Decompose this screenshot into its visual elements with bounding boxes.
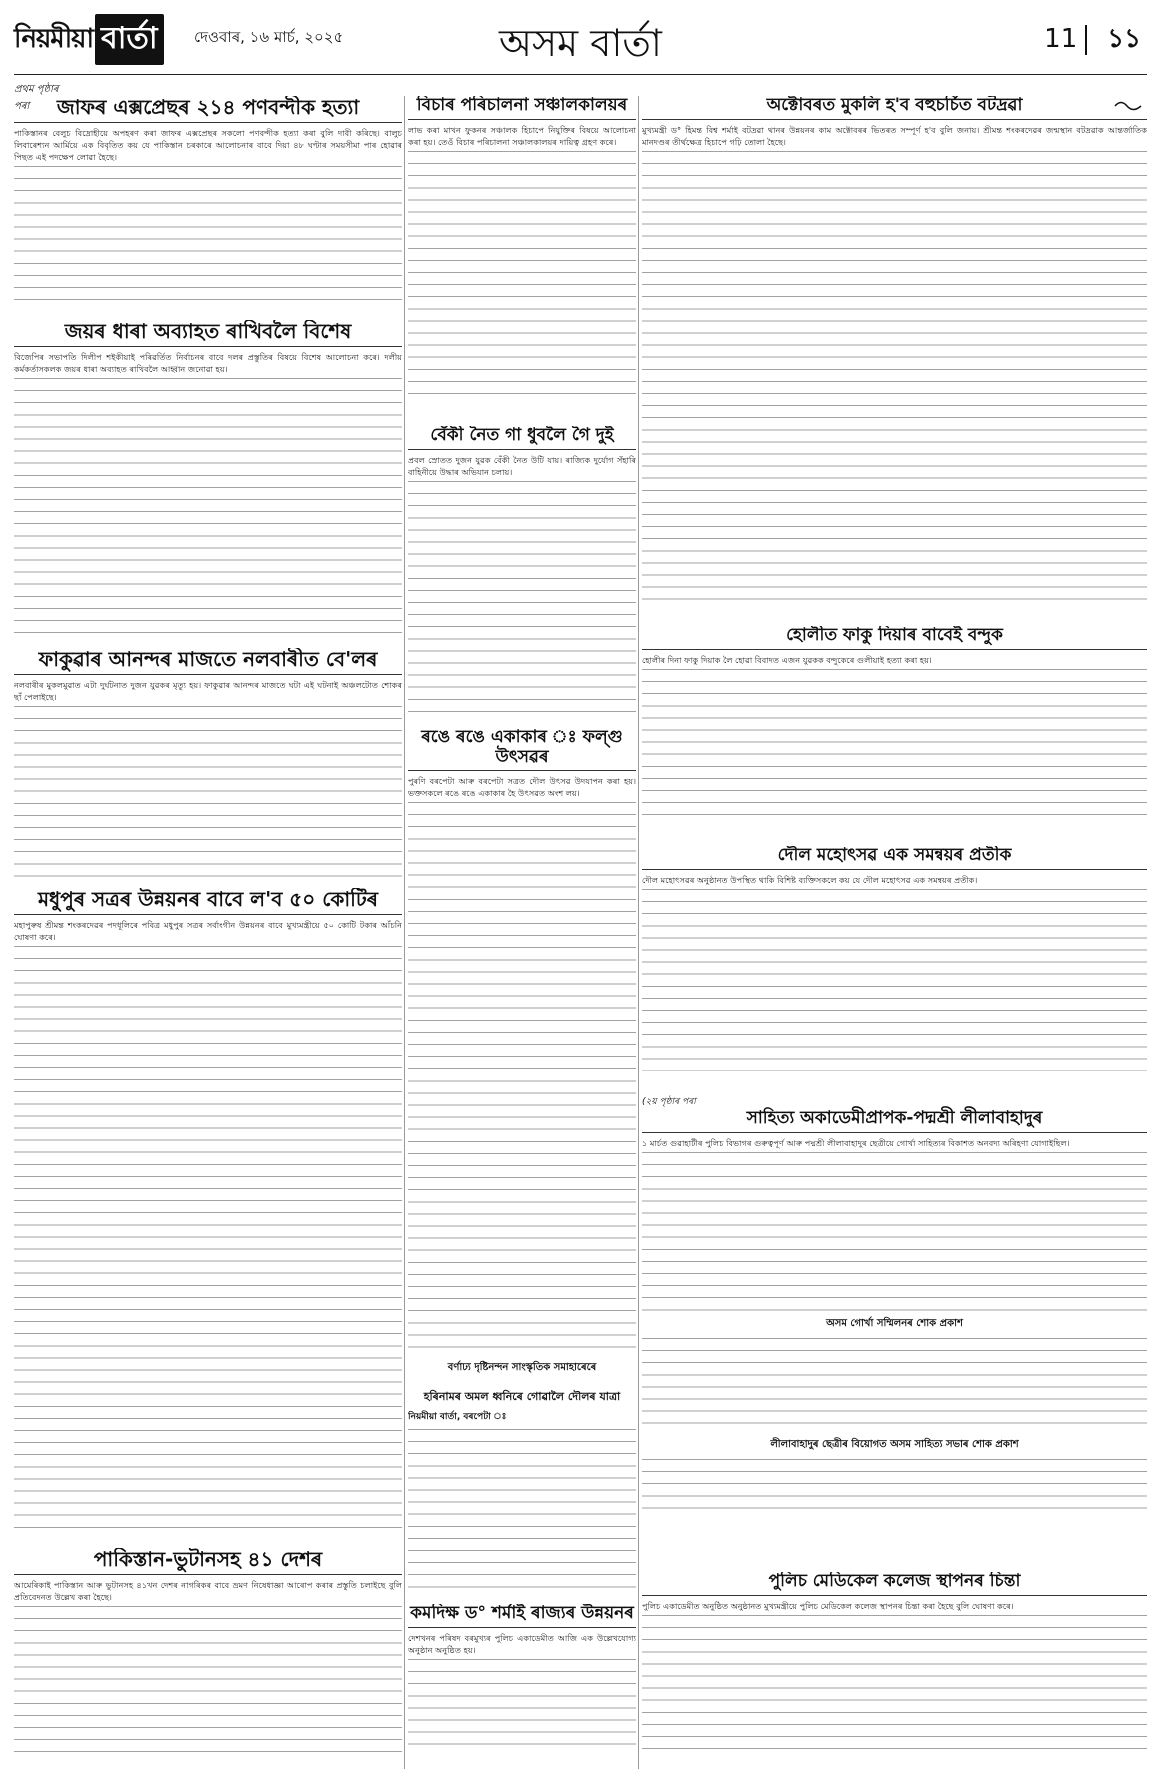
article-headline: জাফৰ এক্সপ্ৰেছৰ ২১৪ পণবন্দীক হত্যা: [14, 96, 402, 123]
byline: নিয়মীয়া বাৰ্তা, বৰপেটা ঃ: [408, 1412, 507, 1422]
article[interactable]: [14, 96, 402, 311]
article-headline: বেঁকী নৈত গা ধুবলৈ গৈ দুই: [408, 426, 636, 450]
article-text-lines: [642, 1335, 1147, 1435]
article-text-lines: [14, 375, 402, 635]
article-body: ১ মাৰ্চত গুৱাহাটীৰ পুলিচ বিভাগৰ গুৰুত্বপূৰ্ণ আৰু পদ্মশ্ৰী লীলাবাহাদুৰ ছেত্ৰীয়ে গোৰ্খা সাহিত্যৰ বিকাশত অনবদ্য অৰিহণা যোগাইছিল।: [642, 1137, 1070, 1148]
article-text-lines: [14, 1603, 402, 1763]
article-headline: কমদিক্ষ ড° শৰ্মাই ৰাজ্যৰ উন্নয়নৰ: [408, 1604, 636, 1628]
article-text-lines: [408, 1426, 636, 1596]
section-title: অসম বাৰ্তা: [499, 21, 662, 65]
article[interactable]: [642, 1572, 1147, 1764]
article-body: প্ৰবল স্ৰোতত দুজন যুৱক বেঁকী নৈত উটি যায়। ৰাজ্যিক দুৰ্যোগ সঁহাৰি বাহিনীয়ে উদ্ধাৰ অভিযান চলায়।: [408, 454, 636, 477]
article-text-lines: [642, 1149, 1147, 1314]
article-body: পুলিচ একাডেমীত অনুষ্ঠিত অনুষ্ঠানত মুখ্যমন্ত্ৰীয়ে পুলিচ মেডিকেল কলেজ স্থাপনৰ চিন্তা কৰা হৈছে বুলি ঘোষণা কৰে।: [642, 1600, 1014, 1611]
article[interactable]: [642, 626, 1147, 838]
article[interactable]: [408, 96, 636, 416]
article-headline: দৌল মহোৎসৱ এক সমন্বয়ৰ প্ৰতীক: [642, 846, 1147, 870]
article[interactable]: [408, 1386, 636, 1596]
article-text-lines: [408, 1656, 636, 1756]
article-body: বিজেপিৰ সভাপতি দিলীপ শইকীয়াই পৰিৱৰ্তিত নিৰ্বাচনৰ বাবে দলৰ প্ৰস্তুতিৰ বিষয়ে বিশেষ আলোচনা কৰে। দলীয় কৰ্মকৰ্তাসকলক জয়ৰ ধাৰা অব্যাহত ৰাখিবলৈ আহ্বান জনোৱা হয়।: [14, 352, 402, 375]
article-body: আমেৰিকাই পাকিস্তান আৰু ভুটানসহ ৪১খন দেশৰ নাগৰিকৰ বাবে ভ্ৰমণ নিষেধাজ্ঞা আৰোপ কৰাৰ প্ৰস্তুতি চলাইছে বুলি প্ৰতিবেদনত উল্লেখ কৰা হৈছে।: [14, 1580, 402, 1603]
article-body: লাভ কৰা মাখন ফুকনৰ সঞ্চালক হিচাপে নিযুক্তিৰ বিষয়ে আলোচনা কৰা হয়। তেওঁ বিচাৰ পৰিচালনা সঞ্চালকালয়ৰ দায়িত্ব গ্ৰহণ কৰে।: [408, 124, 636, 147]
article[interactable]: [14, 320, 402, 638]
subheading: বৰ্ণাঢ্য দৃষ্টিনন্দন সাংস্কৃতিক সমাহাৰেৰে: [447, 1362, 597, 1373]
column-divider: [404, 96, 405, 1769]
article-text-lines: [408, 478, 636, 713]
article[interactable]: [642, 846, 1147, 1086]
article-text-lines: [642, 886, 1147, 1071]
article[interactable]: [642, 96, 1147, 618]
masthead: [14, 0, 1147, 75]
article-body: পাকিস্তানৰ বেলুচ বিদ্ৰোহীয়ে অপহৰণ কৰা জাফৰ এক্সপ্ৰেছৰ সকলো পণবন্দীক হত্যা কৰা বুলি দাবী কৰিছে। বালুচ লিবাৰেশ্যন আৰ্মিয়ে এক বিবৃতিত কয় যে পাকিস্তান চৰকাৰে আলোচনাৰ বাবে দিয়া ৪৮ ঘণ্টাৰ সময়সীমা পাৰ হোৱাৰ পিছত এই পদক্ষেপ লোৱা হৈছে।: [14, 128, 402, 163]
article-body: পুৰণি বৰপেটা আৰু বৰপেটা সত্ৰত দৌল উৎসৱ উদযাপন কৰা হয়। ভক্তসকলে ৰঙে ৰঙে একাকাৰ হৈ উৎসৱত অংশ লয়।: [408, 776, 636, 799]
article-headline: হোলীত ফাকু দিয়াৰ বাবেই বন্দুক: [642, 626, 1147, 650]
continued-note: (২য় পৃষ্ঠাৰ পৰা: [642, 1097, 696, 1107]
subheading: লীলাবাহাদুৰ ছেত্ৰীৰ বিয়োগত অসম সাহিত্য সভাৰ শোক প্ৰকাশ: [770, 1438, 1019, 1450]
article-headline: পাকিস্তান-ভুটানসহ ৪১ দেশৰ: [14, 1548, 402, 1575]
article-body: দৌল মহোৎসৱৰ অনুষ্ঠানত উপস্থিত থাকি বিশিষ্ট ব্যক্তিসকলে কয় যে দৌল মহোৎসৱ এক সমন্বয়ৰ প্ৰতীক।: [642, 874, 978, 885]
article-text-lines: [14, 943, 402, 1538]
article-body: মুখ্যমন্ত্ৰী ড° হিমন্ত বিশ্ব শৰ্মাই বটদ্ৰৱা থানৰ উন্নয়নৰ কাম অক্টোবৰৰ ভিতৰত সম্পূৰ্ণ হ'ব বুলি জনায়। শ্ৰীমন্ত শংকৰদেৱৰ জন্মস্থান বটদ্ৰৱাক আন্তৰ্জাতিক মানদণ্ডৰ তীৰ্থক্ষেত্ৰ হিচাপে গঢ়ি তোলা হৈছে।: [642, 124, 1147, 147]
article[interactable]: [14, 648, 402, 880]
article-text-lines: [408, 148, 636, 398]
article-text-lines: [642, 1612, 1147, 1750]
article-headline: অক্টোবৰত মুকলি হ'ব বহুচৰ্চিত বটদ্ৰৱা: [642, 96, 1147, 120]
subheading: অসম গোৰ্খা সম্মিলনৰ শোক প্ৰকাশ: [826, 1317, 963, 1329]
column-3: [642, 96, 1147, 1769]
article-text-lines: [14, 703, 402, 878]
article[interactable]: [642, 1094, 1147, 1564]
issue-date: দেওবাৰ, ১৬ মাৰ্চ, ২০২৫: [194, 28, 344, 46]
logo-text-2: বার্তা: [95, 14, 164, 65]
article-body: নলবাৰীৰ মুকলমুৱাত এটা দুৰ্ঘটনাত দুজন যুৱকৰ মৃত্যু হয়। ফাকুৱাৰ আনন্দৰ মাজতে ঘটা এই ঘটনাই অঞ্চলটোত শোকৰ ছাঁ পেলাইছে।: [14, 680, 402, 703]
article-headline: মধুপুৰ সত্ৰৰ উন্নয়নৰ বাবে ল'ব ৫০ কোটিৰ: [14, 888, 402, 915]
page-number-assamese: ১১: [1107, 24, 1141, 54]
article-text-lines: [642, 148, 1147, 603]
article-body: দেশখনৰ পৰিষদ বৰমুখ্যৰ পুলিচ একাডেমীত আজি এক উল্লেখযোগ্য অনুষ্ঠান অনুষ্ঠিত হয়।: [408, 1632, 636, 1655]
article-text-lines: [408, 799, 636, 1353]
article-headline: সাহিত্য অকাডেমীপ্ৰাপক-পদ্মশ্ৰী লীলাবাহাদুৰ: [642, 1109, 1147, 1133]
article-text-lines: [14, 163, 402, 311]
column-2: [408, 96, 636, 1769]
article[interactable]: [408, 426, 636, 718]
article[interactable]: [14, 1548, 402, 1763]
ornament-icon: [1113, 98, 1143, 114]
article[interactable]: [14, 888, 402, 1540]
article-body: হোলীৰ দিনা ফাকু দিয়াক লৈ হোৱা বিবাদত এজন যুৱকক বন্দুকেৰে গুলীয়াই হত্যা কৰা হয়।: [642, 654, 932, 665]
article-headline: পুলিচ মেডিকেল কলেজ স্থাপনৰ চিন্তা: [642, 1572, 1147, 1596]
page-number-divider: [1085, 25, 1099, 55]
article-headline: ৰঙে ৰঙে একাকাৰ ঃ ফল্গু উৎসৱৰ: [408, 728, 636, 771]
article-headline: জয়ৰ ধাৰা অব্যাহত ৰাখিবলৈ বিশেষ: [14, 320, 402, 347]
article[interactable]: [408, 728, 636, 1353]
article-body: মহাপুৰুষ শ্ৰীমন্ত শংকৰদেৱৰ পদধূলিৰে পবিত্ৰ মধুপুৰ সত্ৰৰ সৰ্বাংগীন উন্নয়নৰ বাবে মুখ্যমন্ত্ৰীয়ে ৫০ কোটি টকাৰ আঁচনি ঘোষণা কৰে।: [14, 920, 402, 943]
page-number-latin: 11: [1044, 24, 1078, 54]
article-text-lines: [642, 1456, 1147, 1516]
column-divider: [638, 96, 639, 1769]
article[interactable]: [408, 1604, 636, 1764]
article-text-lines: [642, 666, 1147, 824]
article-headline: ফাকুৱাৰ আনন্দৰ মাজতে নলবাৰীত বে'লৰ: [14, 648, 402, 675]
continued-label: প্ৰথম পৃষ্ঠাৰ পৰা: [14, 84, 59, 112]
page-number: [1038, 18, 1147, 62]
column-1: [14, 96, 402, 1769]
subheading: হৰিনামৰ অমল ধ্বনিৰে গোৱালৈ দৌলৰ যাত্ৰা: [423, 1390, 621, 1403]
article-headline: বিচাৰ পৰিচালনা সঞ্চালকালয়ৰ: [408, 96, 636, 120]
logo-text-1: নিয়মীয়া: [14, 23, 94, 54]
sub-article-header: [408, 1358, 636, 1384]
